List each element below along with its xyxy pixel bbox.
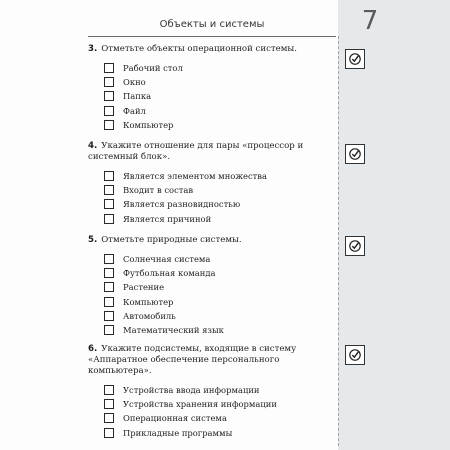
checkmark-circle-icon [345, 236, 365, 256]
answer-option[interactable] [104, 383, 336, 397]
answer-option[interactable] [104, 212, 336, 226]
option-label: Устройства хранения информации [123, 399, 277, 410]
checkbox[interactable] [104, 171, 114, 181]
answer-option[interactable] [104, 309, 336, 323]
checkbox[interactable] [104, 385, 114, 395]
option-label: Прикладные программы [123, 427, 233, 438]
option-label: Папка [123, 91, 152, 102]
checkbox[interactable] [104, 120, 114, 130]
answer-option[interactable] [104, 183, 336, 197]
answer-option[interactable] [104, 118, 336, 132]
checkbox[interactable] [104, 106, 114, 116]
answer-option[interactable] [104, 323, 336, 337]
option-label: Футбольная команда [123, 268, 216, 279]
option-label: Растение [123, 282, 165, 293]
option-label: Устройства ввода информации [123, 385, 260, 396]
question-number: 3. [88, 44, 98, 54]
answer-option[interactable] [104, 61, 336, 75]
option-label: Является элементом множества [123, 171, 268, 182]
option-label: Является разновидностью [123, 199, 241, 210]
checkbox[interactable] [104, 254, 114, 264]
page-header: Объекты и системы [88, 14, 336, 37]
checkbox[interactable] [104, 91, 114, 101]
answer-option[interactable] [104, 397, 336, 411]
answer-option[interactable] [104, 266, 336, 280]
option-label: Окно [123, 77, 146, 88]
answer-option[interactable] [104, 426, 336, 440]
answer-option[interactable] [104, 75, 336, 89]
checkbox[interactable] [104, 214, 114, 224]
answer-option[interactable] [104, 411, 336, 425]
answer-option[interactable] [104, 104, 336, 118]
option-label: Компьютер [123, 296, 174, 307]
page-number: 7 [361, 6, 379, 36]
checkbox[interactable] [104, 325, 114, 335]
answer-option[interactable] [104, 197, 336, 211]
question-text [88, 141, 336, 163]
checkmark-circle-icon [345, 345, 365, 365]
question-prompt: Отметьте объекты операционной системы. [101, 44, 298, 54]
option-label: Математический язык [123, 325, 224, 336]
option-label: Рабочий стол [123, 63, 183, 74]
question-prompt: Укажите отношение для пары «процессор и системный блок». [88, 141, 304, 162]
option-label: Компьютер [123, 119, 174, 130]
option-label: Входит в состав [123, 185, 194, 196]
question-number: 6. [88, 344, 98, 354]
checkbox[interactable] [104, 185, 114, 195]
question-number: 5. [88, 235, 98, 245]
answer-option[interactable] [104, 295, 336, 309]
checkbox[interactable] [104, 428, 114, 438]
column-divider [338, 36, 339, 446]
question-5 [88, 235, 336, 337]
question-3 [88, 44, 336, 132]
question-number: 4. [88, 141, 98, 151]
question-text [88, 344, 336, 377]
answer-option[interactable] [104, 252, 336, 266]
answer-option[interactable] [104, 89, 336, 103]
checkbox[interactable] [104, 199, 114, 209]
checkbox[interactable] [104, 63, 114, 73]
answer-option[interactable] [104, 169, 336, 183]
checkbox[interactable] [104, 282, 114, 292]
question-6 [88, 344, 336, 440]
answer-option[interactable] [104, 280, 336, 294]
checkbox[interactable] [104, 311, 114, 321]
option-label: Солнечная система [123, 254, 211, 265]
checkbox[interactable] [104, 399, 114, 409]
question-4 [88, 141, 336, 226]
option-label: Операционная система [123, 413, 227, 424]
checkmark-circle-icon [345, 49, 365, 69]
option-label: Автомобиль [123, 310, 176, 321]
checkmark-circle-icon [345, 144, 365, 164]
option-label: Файл [123, 105, 146, 116]
option-label: Является причиной [123, 213, 212, 224]
checkbox[interactable] [104, 268, 114, 278]
question-text [88, 235, 336, 246]
checkbox[interactable] [104, 77, 114, 87]
checkbox[interactable] [104, 297, 114, 307]
question-prompt: Отметьте природные системы. [101, 235, 242, 245]
question-text [88, 44, 336, 55]
checkbox[interactable] [104, 413, 114, 423]
question-prompt: Укажите подсистемы, входящие в систему «Аппаратное обеспечение персонального компьютера». [88, 344, 297, 376]
